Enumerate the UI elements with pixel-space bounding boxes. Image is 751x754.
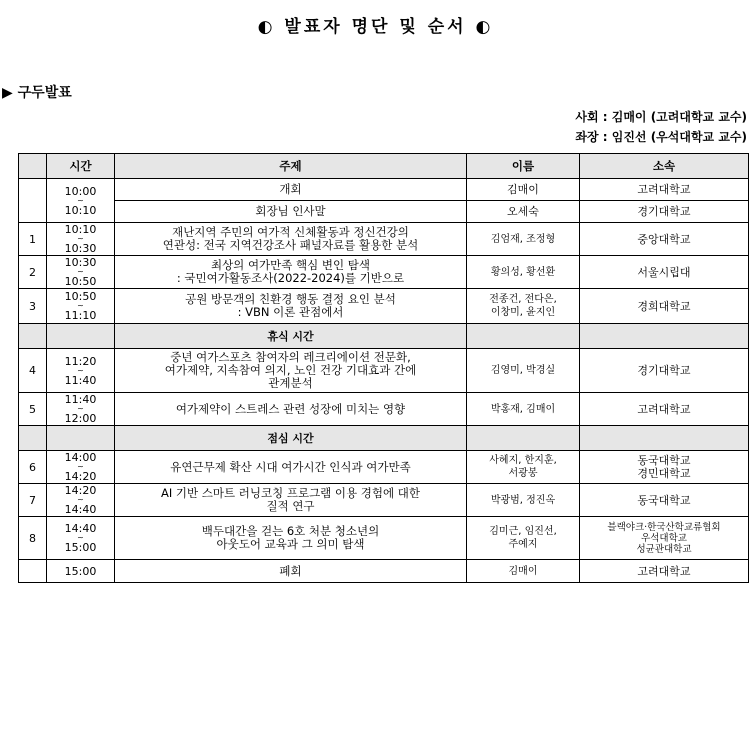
row-topic: 유연근무제 확산 시대 여가시간 인식과 여가만족 <box>115 451 467 484</box>
row-name: 황의성, 황선환 <box>467 256 580 289</box>
row-number: 2 <box>19 256 47 289</box>
lunch-label: 점심 시간 <box>115 426 467 451</box>
header-affiliation: 소속 <box>580 154 749 179</box>
table-row <box>19 484 749 517</box>
break-label: 휴식 시간 <box>115 324 467 349</box>
break-num <box>19 324 47 349</box>
table-row <box>19 393 749 426</box>
table-row <box>19 289 749 324</box>
row-topic: 공원 방문객의 친환경 행동 결정 요인 분석 : VBN 이론 관점에서 <box>115 289 467 324</box>
row-affiliation: 경기대학교 <box>580 349 749 393</box>
row-affiliation: 서울시립대 <box>580 256 749 289</box>
row-affiliation: 블랙야크·한국산학교류협회 우석대학교 성균관대학교 <box>580 517 749 560</box>
table-row-greeting <box>19 201 749 223</box>
greeting-affiliation: 경기대학교 <box>580 201 749 223</box>
header-num <box>19 154 47 179</box>
row-topic: 중년 여가스포츠 참여자의 레크리에이션 전문화, 여가제약, 지속참여 의지, 노인 건강 기대효과 간에 관계분석 <box>115 349 467 393</box>
section-title: ▶ 구두발표 <box>2 85 72 101</box>
row-name: 김영미, 박경실 <box>467 349 580 393</box>
row-time: 14:40 ~ 15:00 <box>47 517 115 560</box>
row-topic: 백두대간을 걷는 6호 처분 청소년의 아웃도어 교육과 그 의미 탐색 <box>115 517 467 560</box>
closing-affiliation: 고려대학교 <box>580 560 749 583</box>
row-number: 1 <box>19 223 47 256</box>
row-name: 박광범, 정진옥 <box>467 484 580 517</box>
row-name: 사혜지, 한지훈, 서광봉 <box>467 451 580 484</box>
row-name: 김엄재, 조정형 <box>467 223 580 256</box>
row-time: 11:40 ~ 12:00 <box>47 393 115 426</box>
lunch-time <box>47 426 115 451</box>
row-affiliation: 경희대학교 <box>580 289 749 324</box>
row-affiliation: 중앙대학교 <box>580 223 749 256</box>
table-row <box>19 349 749 393</box>
opening-affiliation: 고려대학교 <box>580 179 749 201</box>
table-row-closing <box>19 560 749 583</box>
row-time: 10:30 ~ 10:50 <box>47 256 115 289</box>
row-time: 10:10 ~ 10:30 <box>47 223 115 256</box>
table-row <box>19 223 749 256</box>
opening-num <box>19 179 47 223</box>
break-affiliation <box>580 324 749 349</box>
row-number: 5 <box>19 393 47 426</box>
closing-num <box>19 560 47 583</box>
table-row <box>19 256 749 289</box>
break-time <box>47 324 115 349</box>
row-number: 4 <box>19 349 47 393</box>
table-header-row <box>19 154 749 179</box>
lunch-row <box>19 426 749 451</box>
row-time: 14:00 ~ 14:20 <box>47 451 115 484</box>
row-number: 6 <box>19 451 47 484</box>
row-time: 10:50 ~ 11:10 <box>47 289 115 324</box>
row-affiliation: 고려대학교 <box>580 393 749 426</box>
row-topic: 여가제약이 스트레스 관련 성장에 미치는 영향 <box>115 393 467 426</box>
lunch-name <box>467 426 580 451</box>
break-row <box>19 324 749 349</box>
row-name: 전종건, 전다은, 이창미, 윤지인 <box>467 289 580 324</box>
row-name: 김미근, 임진선, 주예지 <box>467 517 580 560</box>
row-topic: AI 기반 스마트 러닝코칭 프로그램 이용 경험에 대한 질적 연구 <box>115 484 467 517</box>
chair-line: 사회 : 김매이 (고려대학교 교수) <box>575 110 747 124</box>
greeting-topic: 회장님 인사말 <box>115 201 467 223</box>
lunch-affiliation <box>580 426 749 451</box>
table-row <box>19 517 749 560</box>
row-affiliation: 동국대학교 <box>580 484 749 517</box>
greeting-name: 오세숙 <box>467 201 580 223</box>
row-time: 11:20 ~ 11:40 <box>47 349 115 393</box>
row-topic: 재난지역 주민의 여가적 신체활동과 정신건강의 연관성: 전국 지역건강조사 패널자료를 활용한 분석 <box>115 223 467 256</box>
table-row-opening <box>19 179 749 201</box>
closing-name: 김매이 <box>467 560 580 583</box>
row-number: 3 <box>19 289 47 324</box>
lunch-num <box>19 426 47 451</box>
break-name <box>467 324 580 349</box>
opening-topic: 개회 <box>115 179 467 201</box>
table-row <box>19 451 749 484</box>
row-time: 14:20 ~ 14:40 <box>47 484 115 517</box>
moderator-line: 좌장 : 임진선 (우석대학교 교수) <box>575 130 747 144</box>
row-name: 박홍재, 김매이 <box>467 393 580 426</box>
opening-time: 10:00 ~ 10:10 <box>47 179 115 223</box>
header-time: 시간 <box>47 154 115 179</box>
header-name: 이름 <box>467 154 580 179</box>
closing-topic: 폐회 <box>115 560 467 583</box>
page-title: ◐ 발표자 명단 및 순서 ◐ <box>257 17 494 37</box>
schedule-table <box>18 153 749 583</box>
row-number: 7 <box>19 484 47 517</box>
opening-name: 김매이 <box>467 179 580 201</box>
header-topic: 주제 <box>115 154 467 179</box>
row-affiliation: 동국대학교 경민대학교 <box>580 451 749 484</box>
row-topic: 최상의 여가만족 핵심 변인 탐색 : 국민여가활동조사(2022-2024)를 기반으로 <box>115 256 467 289</box>
closing-time: 15:00 <box>47 560 115 583</box>
row-number: 8 <box>19 517 47 560</box>
